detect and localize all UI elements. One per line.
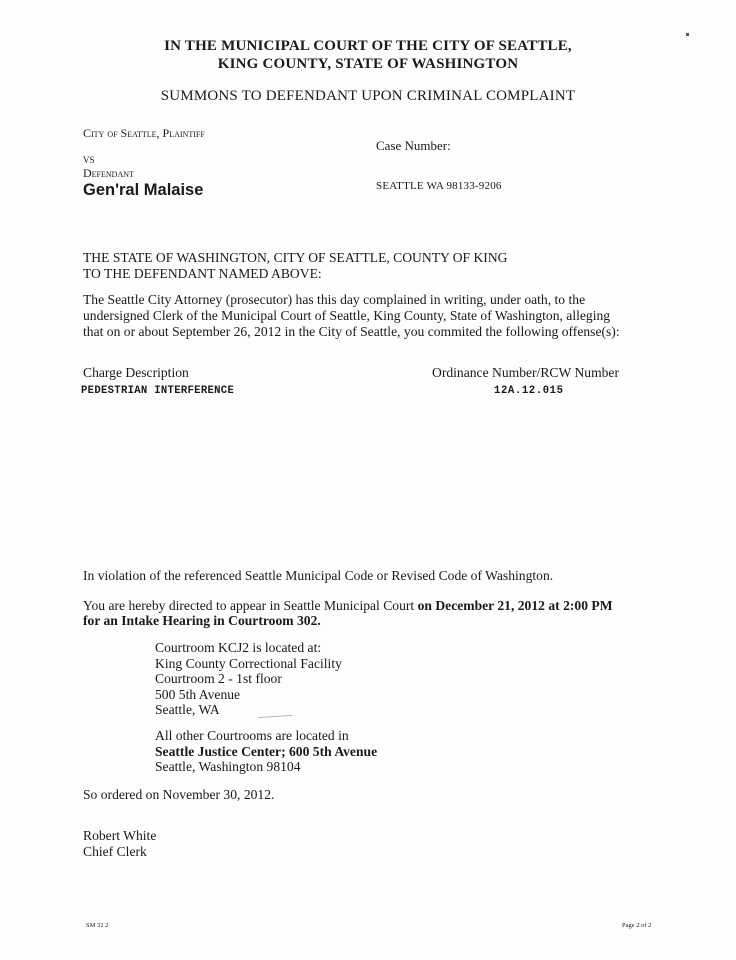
plaintiff-label: City of Seattle, Plaintiff xyxy=(83,126,205,140)
court-heading-line1: IN THE MUNICIPAL COURT OF THE CITY OF SEATTLE, xyxy=(164,38,572,54)
address-line: All other Courtrooms are located in xyxy=(155,728,349,743)
directive-prefix: You are hereby directed to appear in Seattle Municipal Court xyxy=(83,598,418,613)
justice-center-address: Seattle Justice Center; 600 5th Avenue xyxy=(155,743,378,759)
defendant-label: Defendant xyxy=(83,166,134,180)
form-id: SM 32 2 xyxy=(86,922,109,929)
violation-statement: In violation of the referenced Seattle Municipal Code or Revised Code of Washington. xyxy=(83,568,554,583)
address-block xyxy=(83,250,507,282)
complaint-line: undersigned Clerk of the Municipal Court of Seattle, King County, State of Washington, alleging xyxy=(83,308,611,323)
courtroom-kcj2-address xyxy=(155,640,342,718)
address-line: Courtroom KCJ2 is located at: xyxy=(155,640,322,655)
clerk-signature-block xyxy=(83,828,156,859)
charge-description-header: Charge Description xyxy=(83,365,189,380)
address-line: 500 5th Avenue xyxy=(155,686,241,702)
court-heading-line2: KING COUNTY, STATE OF WASHINGTON xyxy=(217,56,519,72)
hearing-location: for an Intake Hearing in Courtroom 302. xyxy=(83,613,321,628)
other-courtrooms-address xyxy=(155,728,377,775)
ordinance-number-header: Ordinance Number/RCW Number xyxy=(432,365,619,380)
page-number: Page 2 of 2 xyxy=(622,922,652,929)
address-line: THE STATE OF WASHINGTON, CITY OF SEATTLE, COUNTY OF KING xyxy=(83,250,508,265)
order-date: So ordered on November 30, 2012. xyxy=(83,787,275,802)
document-title: SUMMONS TO DEFENDANT UPON CRIMINAL COMPLAINT xyxy=(160,88,576,104)
address-line: Seattle, Washington 98104 xyxy=(155,759,301,774)
address-line: TO THE DEFENDANT NAMED ABOVE: xyxy=(83,266,322,281)
ordinance-number-value: 12A.12.015 xyxy=(494,385,564,397)
complaint-paragraph xyxy=(83,292,620,340)
clerk-name: Robert White xyxy=(83,828,157,843)
charge-description-value: PEDESTRIAN INTERFERENCE xyxy=(81,385,235,397)
complaint-line: The Seattle City Attorney (prosecutor) has this day complained in writing, under oath, to the xyxy=(83,292,586,307)
defendant-name: Gen'ral Malaise xyxy=(83,181,204,199)
address-line: Seattle, WA xyxy=(155,702,220,717)
hearing-date-time: on December 21, 2012 at 2:00 PM xyxy=(417,598,613,613)
defendant-city-zip: SEATTLE WA 98133-9206 xyxy=(376,180,502,192)
complaint-line: that on or about September 26, 2012 in the City of Seattle, you commited the following offense(s): xyxy=(83,324,620,339)
address-line: King County Correctional Facility xyxy=(155,655,342,671)
clerk-title: Chief Clerk xyxy=(83,843,147,859)
versus-label: VS xyxy=(83,155,95,165)
address-line: Courtroom 2 - 1st floor xyxy=(155,671,282,686)
scan-mark xyxy=(686,33,689,36)
appearance-directive xyxy=(83,598,613,614)
case-number-label: Case Number: xyxy=(376,138,451,153)
